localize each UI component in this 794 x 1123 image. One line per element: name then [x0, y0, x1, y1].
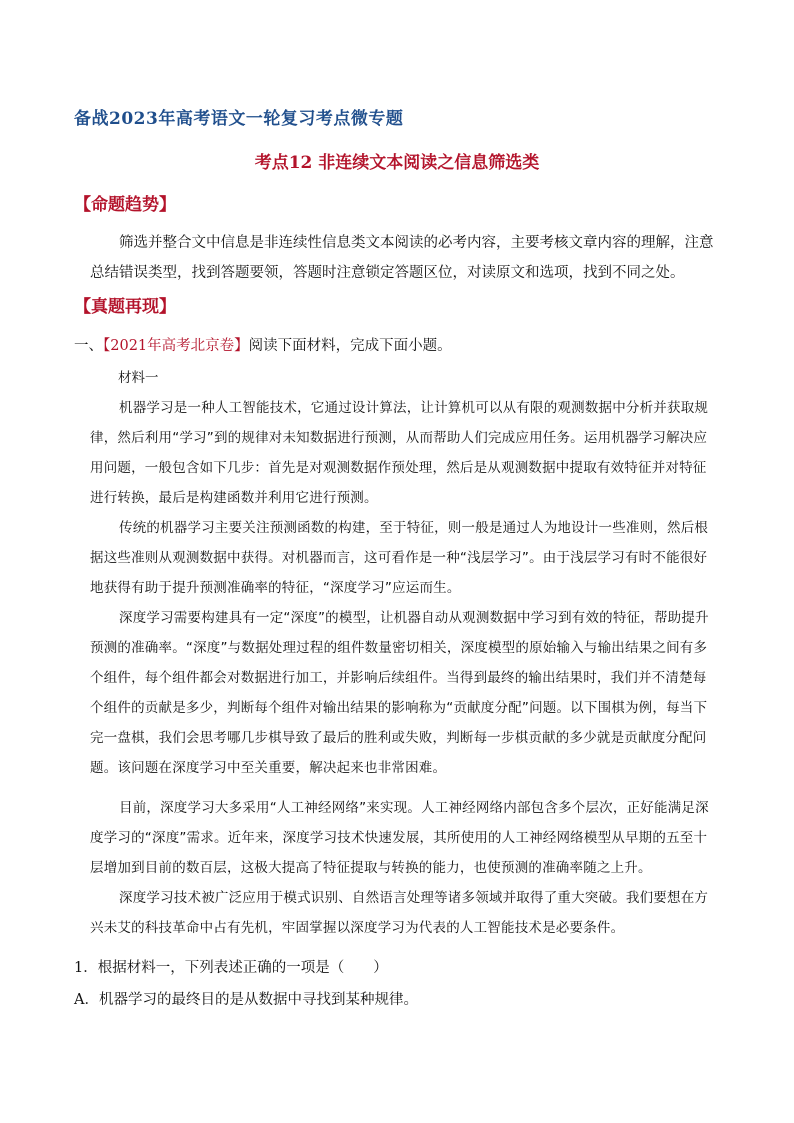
document-header-title: 备战2023年高考语文一轮复习考点微专题	[74, 109, 404, 129]
topic-title: 考点12 非连续文本阅读之信息筛选类	[254, 153, 540, 173]
question-instruction: 阅读下面材料，完成下面小题。	[248, 338, 452, 354]
material-paragraph-5: 深度学习技术被广泛应用于模式识别、自然语言处理等诸多领域并取得了重大突破。我们要想在方兴未艾的科技革命中占有先机，牢固掌握以深度学习为代表的人工智能技术是必要条件。	[90, 890, 709, 936]
section-trend-heading: 【命题趋势】	[74, 195, 176, 215]
material-paragraph-3: 深度学习需要构建具有一定“深度”的模型，让机器自动从观测数据中学习到有效的特征，帮助提升预测的准确率。“深度”与数据处理过程的组件数量密切相关，深度模型的原始输入与输出结果之间有多个组件，每个组件都会对数据进行加工，并影响后续组件。当得到最终的输出结果时，我们并不清楚每个组件的贡献是多少，判断每个组件对输出结果的影响称为“贡献度分配”问题。以下围棋为例，每当下完一盘棋，我们会思考哪几步棋导致了最后的胜利或失败，判断每一步棋贡献的多少就是贡献度分配问题。该问题在深度学习中至关重要，解决起来也非常困难。	[90, 610, 709, 776]
question-intro	[74, 334, 452, 355]
material-paragraph-4: 目前，深度学习大多采用“人工神经网络”来实现。人工神经网络内部包含多个层次，正好能满足深度学习的“深度”需求。近年来，深度学习技术快速发展，其所使用的人工神经网络模型从早期的五至十层增加到目前的数百层，这极大提高了特征提取与转换的能力，也使预测的准确率随之上升。	[90, 800, 709, 876]
option-a: A．机器学习的最终目的是从数据中寻找到某种规律。	[74, 992, 418, 1008]
question-source: 【2021年高考北京卷】	[103, 338, 249, 354]
material-label: 材料一	[118, 370, 159, 386]
material-paragraph-1: 机器学习是一种人工智能技术，它通过设计算法，让计算机可以从有限的观测数据中分析并获取规律，然后利用“学习”到的规律对未知数据进行预测，从而帮助人们完成应用任务。运用机器学习解决应用问题，一般包含如下几步：首先是对观测数据作预处理，然后是从观测数据中提取有效特征并对特征进行转换，最后是构建函数并利用它进行预测。	[90, 400, 709, 506]
material-paragraph-2: 传统的机器学习主要关注预测函数的构建，至于特征，则一般是通过人为地设计一些准则，然后根据这些准则从观测数据中获得。对机器而言，这可看作是一种“浅层学习”。由于浅层学习有时不能很好地获得有助于提升预测准确率的特征，“深度学习”应运而生。	[90, 520, 709, 596]
section-real-heading: 【真题再现】	[74, 297, 176, 317]
trend-paragraph: 筛选并整合文中信息是非连续性信息类文本阅读的必考内容，主要考核文章内容的理解，注意总结错误类型，找到答题要领，答题时注意锁定答题区位，对读原文和选项，找到不同之处。	[90, 235, 714, 281]
question-1-stem: 1．根据材料一，下列表述正确的一项是（ ）	[74, 960, 388, 976]
question-prefix: 一、	[74, 338, 103, 354]
